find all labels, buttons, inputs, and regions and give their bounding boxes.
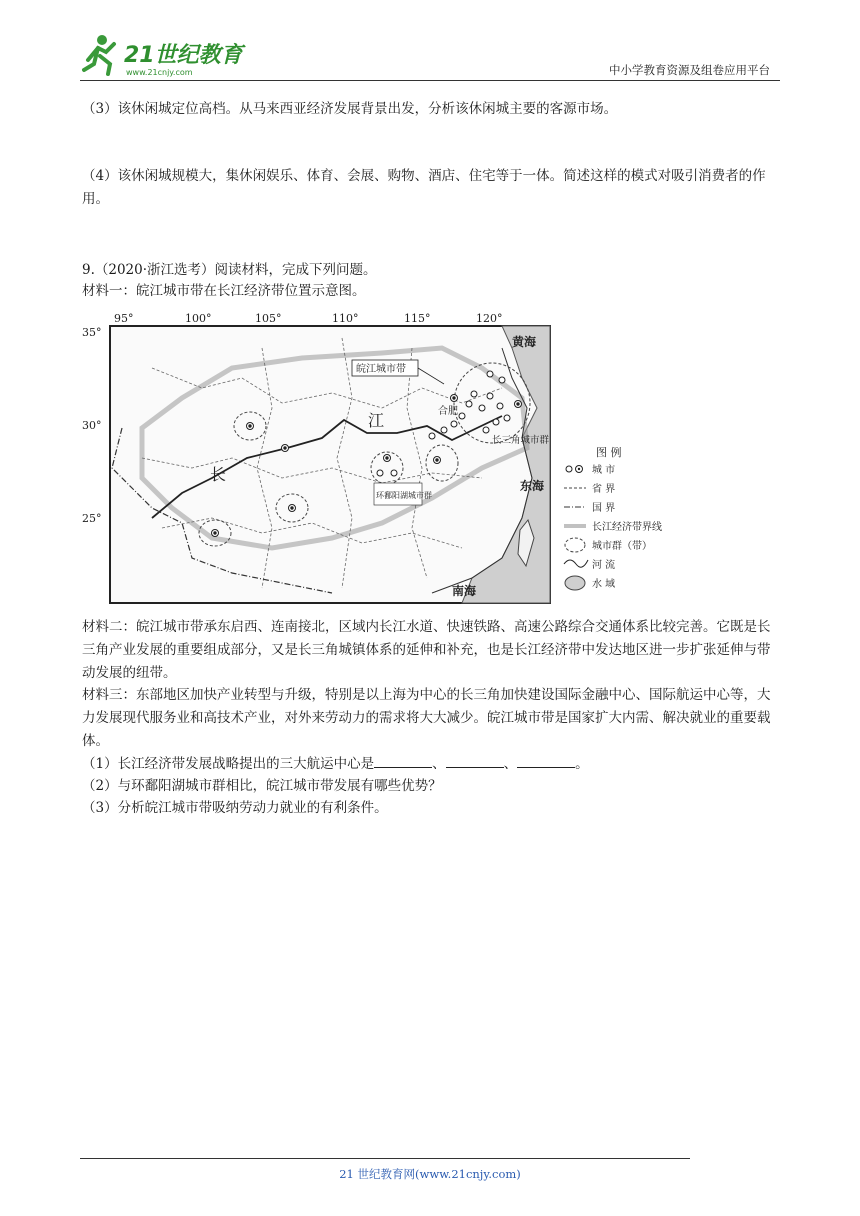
legend-item-belt: 长江经济带界线: [592, 522, 662, 533]
footer-text: 21 世纪教育网(www.21cnjy.com): [339, 1167, 521, 1181]
material-3: 材料三：东部地区加快产业转型与升级，特别是以上海为中心的长三角加快建设国际金融中心、国际航运中心等，大力发展现代服务业和高技术产业，对外来劳动力的需求将大大减少。皖江城市带是国家扩大内需、解决就业的重要载体。: [82, 687, 771, 749]
lon-label: 115°: [404, 312, 431, 325]
legend-item-river: 河 流: [592, 560, 616, 571]
label-donghai: 东海: [520, 479, 545, 493]
sub-question-1-text: （1）长江经济带发展战略提出的三大航运中心是: [82, 756, 375, 772]
logo-text: 21世纪教育: [124, 43, 243, 68]
header-divider: [80, 80, 780, 81]
answer-blank[interactable]: [446, 755, 504, 768]
label-yangtze-delta: 长三角城市群: [492, 435, 550, 446]
site-logo: [80, 30, 250, 80]
label-wanjiang: 皖江城市带: [356, 364, 406, 375]
material-2: 材料二：皖江城市带承东启西、连南接北，区域内长江水道、快速铁路、高速公路综合交通体系比较完善。它既是长三角产业发展的重要组成部分，又是长三角城镇体系的延伸和补充，也是长江经济带中发达地区进一步扩张延伸与带动发展的纽带。: [82, 619, 771, 681]
legend-item-water: 水 域: [592, 579, 616, 590]
label-chang: 长: [210, 465, 227, 484]
footer-divider: [80, 1158, 690, 1159]
logo-url: www.21cnjy.com: [126, 68, 193, 77]
end-mark: 。: [575, 756, 589, 772]
label-hefei: 合肥: [438, 406, 458, 417]
lon-label: 95°: [114, 312, 134, 325]
legend-item-cluster: 城市群（带）: [592, 541, 652, 552]
lat-label: 35°: [82, 326, 102, 339]
q9-title: 9.（2020·浙江选考）阅读材料，完成下列问题。: [82, 262, 377, 278]
answer-blank[interactable]: [517, 755, 575, 768]
sub-question-1: [82, 753, 782, 776]
legend-item-national: 国 界: [592, 503, 616, 514]
question-4: （4）该休闲城规模大，集休闲娱乐、体育、会展、购物、酒店、住宅等于一体。简述这样的模式对吸引消费者的作用。: [82, 168, 766, 207]
map-legend: [564, 445, 662, 590]
sub-question-3: （3）分析皖江城市带吸纳劳动力就业的有利条件。: [82, 800, 388, 816]
label-nanhai: 南海: [452, 584, 477, 598]
legend-item-city: 城 市: [592, 465, 616, 476]
sub-question-2: （2）与环鄱阳湖城市群相比，皖江城市带发展有哪些优势？: [82, 778, 442, 794]
lat-label: 25°: [82, 512, 102, 525]
lon-label: 100°: [185, 312, 212, 325]
material-1: 材料一：皖江城市带在长江经济带位置示意图。: [82, 283, 366, 299]
label-poyang: 环鄱阳湖城市群: [376, 491, 432, 500]
question-3: （3）该休闲城定位高档。从马来西亚经济发展背景出发，分析该休闲城主要的客源市场。: [82, 101, 618, 117]
separator: 、: [503, 756, 518, 772]
lon-label: 120°: [476, 312, 503, 325]
separator: 、: [432, 756, 446, 772]
legend-title: 图 例: [596, 446, 622, 459]
label-jiang: 江: [368, 411, 385, 430]
lat-label: 30°: [82, 419, 102, 432]
runner-icon: [84, 35, 114, 74]
lon-label: 110°: [332, 312, 359, 325]
lon-label: 105°: [255, 312, 282, 325]
legend-item-province: 省 界: [592, 484, 616, 495]
label-huanghai: 黄海: [512, 335, 537, 349]
header-right-text: 中小学教育资源及组卷应用平台: [609, 63, 770, 77]
yangtze-economic-belt-map: [82, 308, 722, 608]
answer-blank[interactable]: [374, 755, 432, 768]
